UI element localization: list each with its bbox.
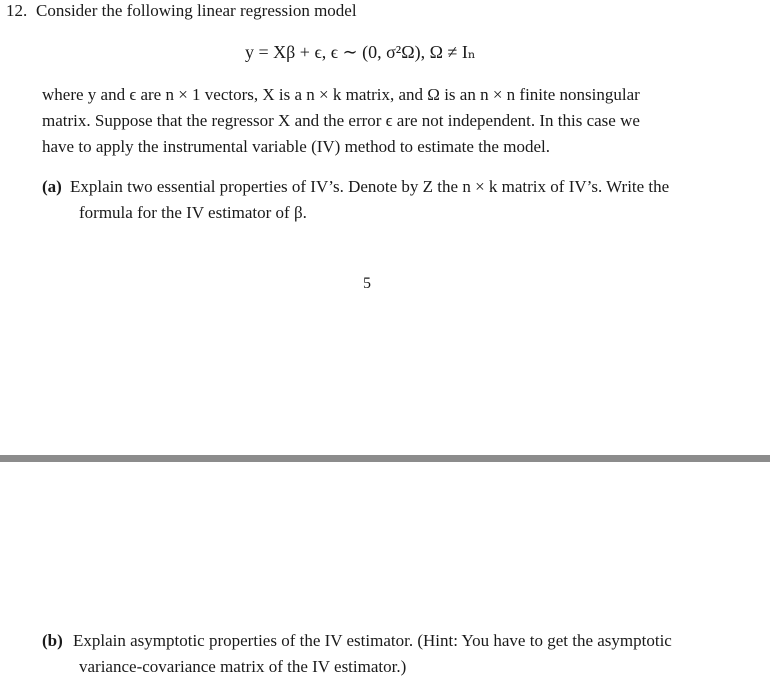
paragraph-line-2: matrix. Suppose that the regressor X and the error ϵ are not independent. In this case we <box>42 111 640 130</box>
part-a-label: (a) <box>42 177 62 196</box>
part-b-line-1: Explain asymptotic properties of the IV estimator. (Hint: You have to get the asymptotic <box>73 631 672 650</box>
part-a-line-2: formula for the IV estimator of β. <box>79 203 307 222</box>
part-b-line-2: variance-covariance matrix of the IV estimator.) <box>79 657 407 676</box>
question-stem: Consider the following linear regression model <box>36 1 357 20</box>
page-divider <box>0 455 770 462</box>
paragraph-line-3: have to apply the instrumental variable (IV) method to estimate the model. <box>42 137 550 156</box>
regression-equation: y = Xβ + ϵ, ϵ ∼ (0, σ²Ω), Ω ≠ Iₙ <box>245 42 476 62</box>
part-b-label: (b) <box>42 631 63 650</box>
part-a-line-1: Explain two essential properties of IV’s. Denote by Z the n × k matrix of IV’s. Write the <box>70 177 670 196</box>
question-number: 12. <box>6 1 28 20</box>
paragraph-line-1: where y and ϵ are n × 1 vectors, X is a n × k matrix, and Ω is an n × n finite nonsingular <box>42 85 640 104</box>
part-a-marks: 5 <box>363 275 371 292</box>
